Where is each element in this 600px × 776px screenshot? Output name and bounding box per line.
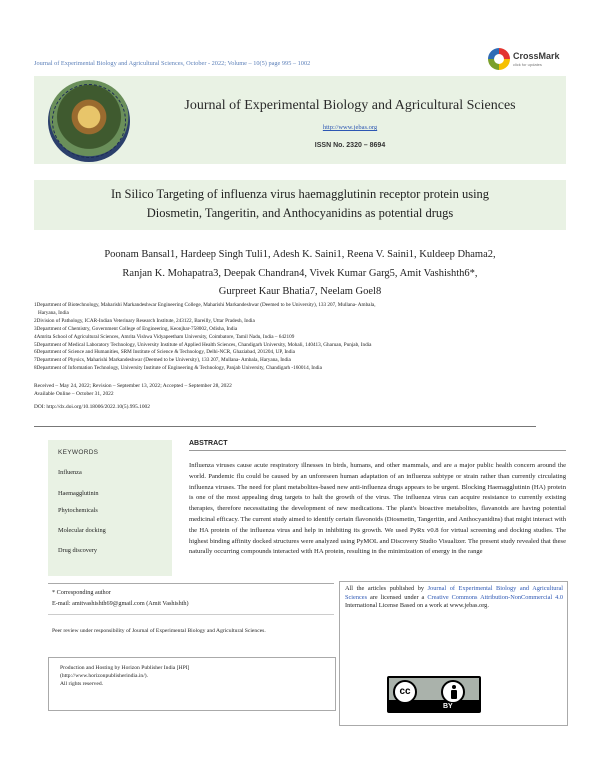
authors-line1: Poonam Bansal1, Hardeep Singh Tuli1, Adesh K. Saini1, Reena V. Saini1, Kuldeep Dhama2,	[104, 249, 496, 260]
affiliation: 7Department of Physics, Maharishi Markandeshwar (Deemed to be University), 133 207, Mullana- Ambala, Haryana, India	[34, 357, 291, 364]
cc-icon: cc	[393, 680, 417, 704]
paper-title-line1: In Silico Targeting of influenza virus haemagglutinin receptor protein using	[110, 187, 490, 201]
paper-title	[34, 185, 566, 223]
keyword-item: Influenza	[58, 469, 82, 476]
license-text	[345, 585, 563, 611]
journal-issn: ISSN No. 2320 – 8694	[314, 142, 386, 149]
corresponding-author-label: * Corresponding author	[52, 589, 111, 596]
running-header: Journal of Experimental Biology and Agricultural Sciences, October - 2022; Volume – 10(5) page 995 – 1002	[34, 60, 311, 67]
divider	[48, 614, 334, 615]
authors-line2: Ranjan K. Mohapatra3, Deepak Chandran4, Vivek Kumar Garg5, Amit Vashishth6*,	[122, 267, 478, 279]
journal-url-link[interactable]: http://www.jebas.org	[322, 124, 378, 131]
license-cc-link[interactable]: Creative Commons Attribution-NonCommercial 4.0	[427, 593, 563, 601]
license-suffix: International License Based on a work at www.jebas.org.	[345, 602, 489, 610]
affiliation: 2Division of Pathology, ICAR-Indian Veterinary Research Institute, 243122, Bareilly, Uttar Pradesh, India	[34, 317, 255, 324]
keyword-item: Phytochemicals	[58, 507, 98, 514]
affiliation: Haryana, India	[38, 309, 69, 316]
license-mid: are licensed under a	[370, 593, 425, 601]
peer-review-note: Peer review under responsibility of Journal of Experimental Biology and Agricultural Sciences.	[52, 628, 266, 634]
journal-logo-ring	[52, 84, 126, 158]
divider	[48, 583, 334, 584]
production-line1: Production and Hosting by Horizon Publisher India [HPI]	[60, 665, 190, 671]
affiliation: 6Department of Science and Humanities, SRM Institute of Science & Technology, Delhi-NCR, Ghaziabad, 201204, UP, India	[34, 349, 295, 356]
dates-online: Available Online – October 31, 2022	[34, 390, 114, 397]
affiliation: 4Amrita School of Agricultural Sciences, Amrita Vishwa Vidyapeetham University, Coimbatore, Tamil Nadu, India – 642109	[34, 333, 295, 340]
license-journal-link[interactable]: Journal of Experimental Biology and Agricultural Sciences	[345, 585, 563, 601]
crossmark-badge[interactable]	[488, 48, 566, 74]
affiliation: 8Department of Information Technology, University Institute of Engineering & Technology, Panjab University, Chandigarh -160014, India	[34, 365, 322, 372]
dates-received: Received – May 24, 2022; Revision – September 13, 2022; Accepted – September 28, 2022	[34, 383, 232, 389]
author-list	[50, 246, 550, 302]
keyword-item: Molecular docking	[58, 527, 106, 534]
attribution-icon-head	[452, 685, 456, 689]
keyword-item: Haemagglutinin	[58, 490, 99, 497]
divider	[34, 426, 536, 427]
keyword-item: Drug discovery	[58, 547, 97, 554]
journal-title: Journal of Experimental Biology and Agricultural Sciences	[184, 98, 516, 113]
corresponding-author-email: E-mail: amitvashishth69@gmail.com (Amit Vashishth)	[52, 600, 189, 607]
abstract-text: Influenza viruses cause acute respiratory illnesses in birds, humans, and other mammals, and are a major public health concern around the world. Pandemic flu could be caused by an unforeseen human adaptation of an influenza subtype or strain rather than currently circulating influenza viruses. The need for plant metabolites-based new anti-influenza drugs appears to be urgent. Blocking Haemagglutinin (HA) protein is one of the most appealing drug targets to halt the growth of the virus. The influenza virus can acquire resistance to currently existing therapies, therefore necessitating the development of new medications. The plant's bioactive metabolites, flavanoids are having potential medicinal efficacy. The current study aimed to identify certain flavonoids (Diosmetin, Tangeritin, and Anthocyanidins) that might interact with the HA protein of the influenza virus and help in inhibiting its growth. We used PyRx v0.8 for virtual screening and docking studies. The highest binding affinity docked structures were analyzed using PyMOL and Discovery Studio Visualizer. The present study revealed that these naturally occurring compounds interacted with HA protein, resulting in the minimization of energy in the range	[189, 462, 566, 556]
affiliations	[34, 302, 574, 373]
production-line2: (http://www.horizonpublisherindia.in/).	[60, 673, 149, 679]
production-note	[60, 664, 320, 688]
article-dates	[34, 383, 574, 398]
keywords-heading: KEYWORDS	[58, 449, 99, 456]
crossmark-sub: click for updates	[513, 62, 542, 67]
license-prefix: All the articles published by	[345, 585, 425, 592]
affiliation: 1Department of Biotechnology, Maharishi Markandeshwar Engineering College, Maharishi Markandeshwar (Deemed to be University), 133 207, Mullana- Ambala,	[34, 302, 376, 308]
divider	[189, 450, 566, 451]
production-line3: All rights reserved.	[60, 681, 104, 687]
cc-by-badge[interactable]	[387, 676, 481, 713]
attribution-icon-body	[451, 690, 457, 699]
attribution-icon	[441, 680, 465, 704]
crossmark-label: CrossMark	[513, 51, 560, 61]
crossmark-icon-center	[494, 54, 504, 64]
paper-title-line2: Diosmetin, Tangeritin, and Anthocyanidins as potential drugs	[146, 206, 454, 220]
affiliation: 3Department of Chemistry, Government College of Engineering, Keonjhar-758002, Odisha, India	[34, 325, 238, 332]
affiliation: 5Department of Medical Laboratory Technology, University Institute of Applied Health Sciences, Chandigarh University, Mohali, 140413, Gharuan, Punjab, India	[34, 341, 372, 348]
by-label: BY	[443, 703, 453, 710]
doi-link[interactable]: DOI: http://dx.doi.org/10.18006/2022.10(5).995.1002	[34, 404, 150, 410]
authors-line3: Gurpreet Kaur Bhatia7, Neelam Goel8	[218, 286, 382, 297]
abstract-heading: ABSTRACT	[189, 440, 228, 447]
